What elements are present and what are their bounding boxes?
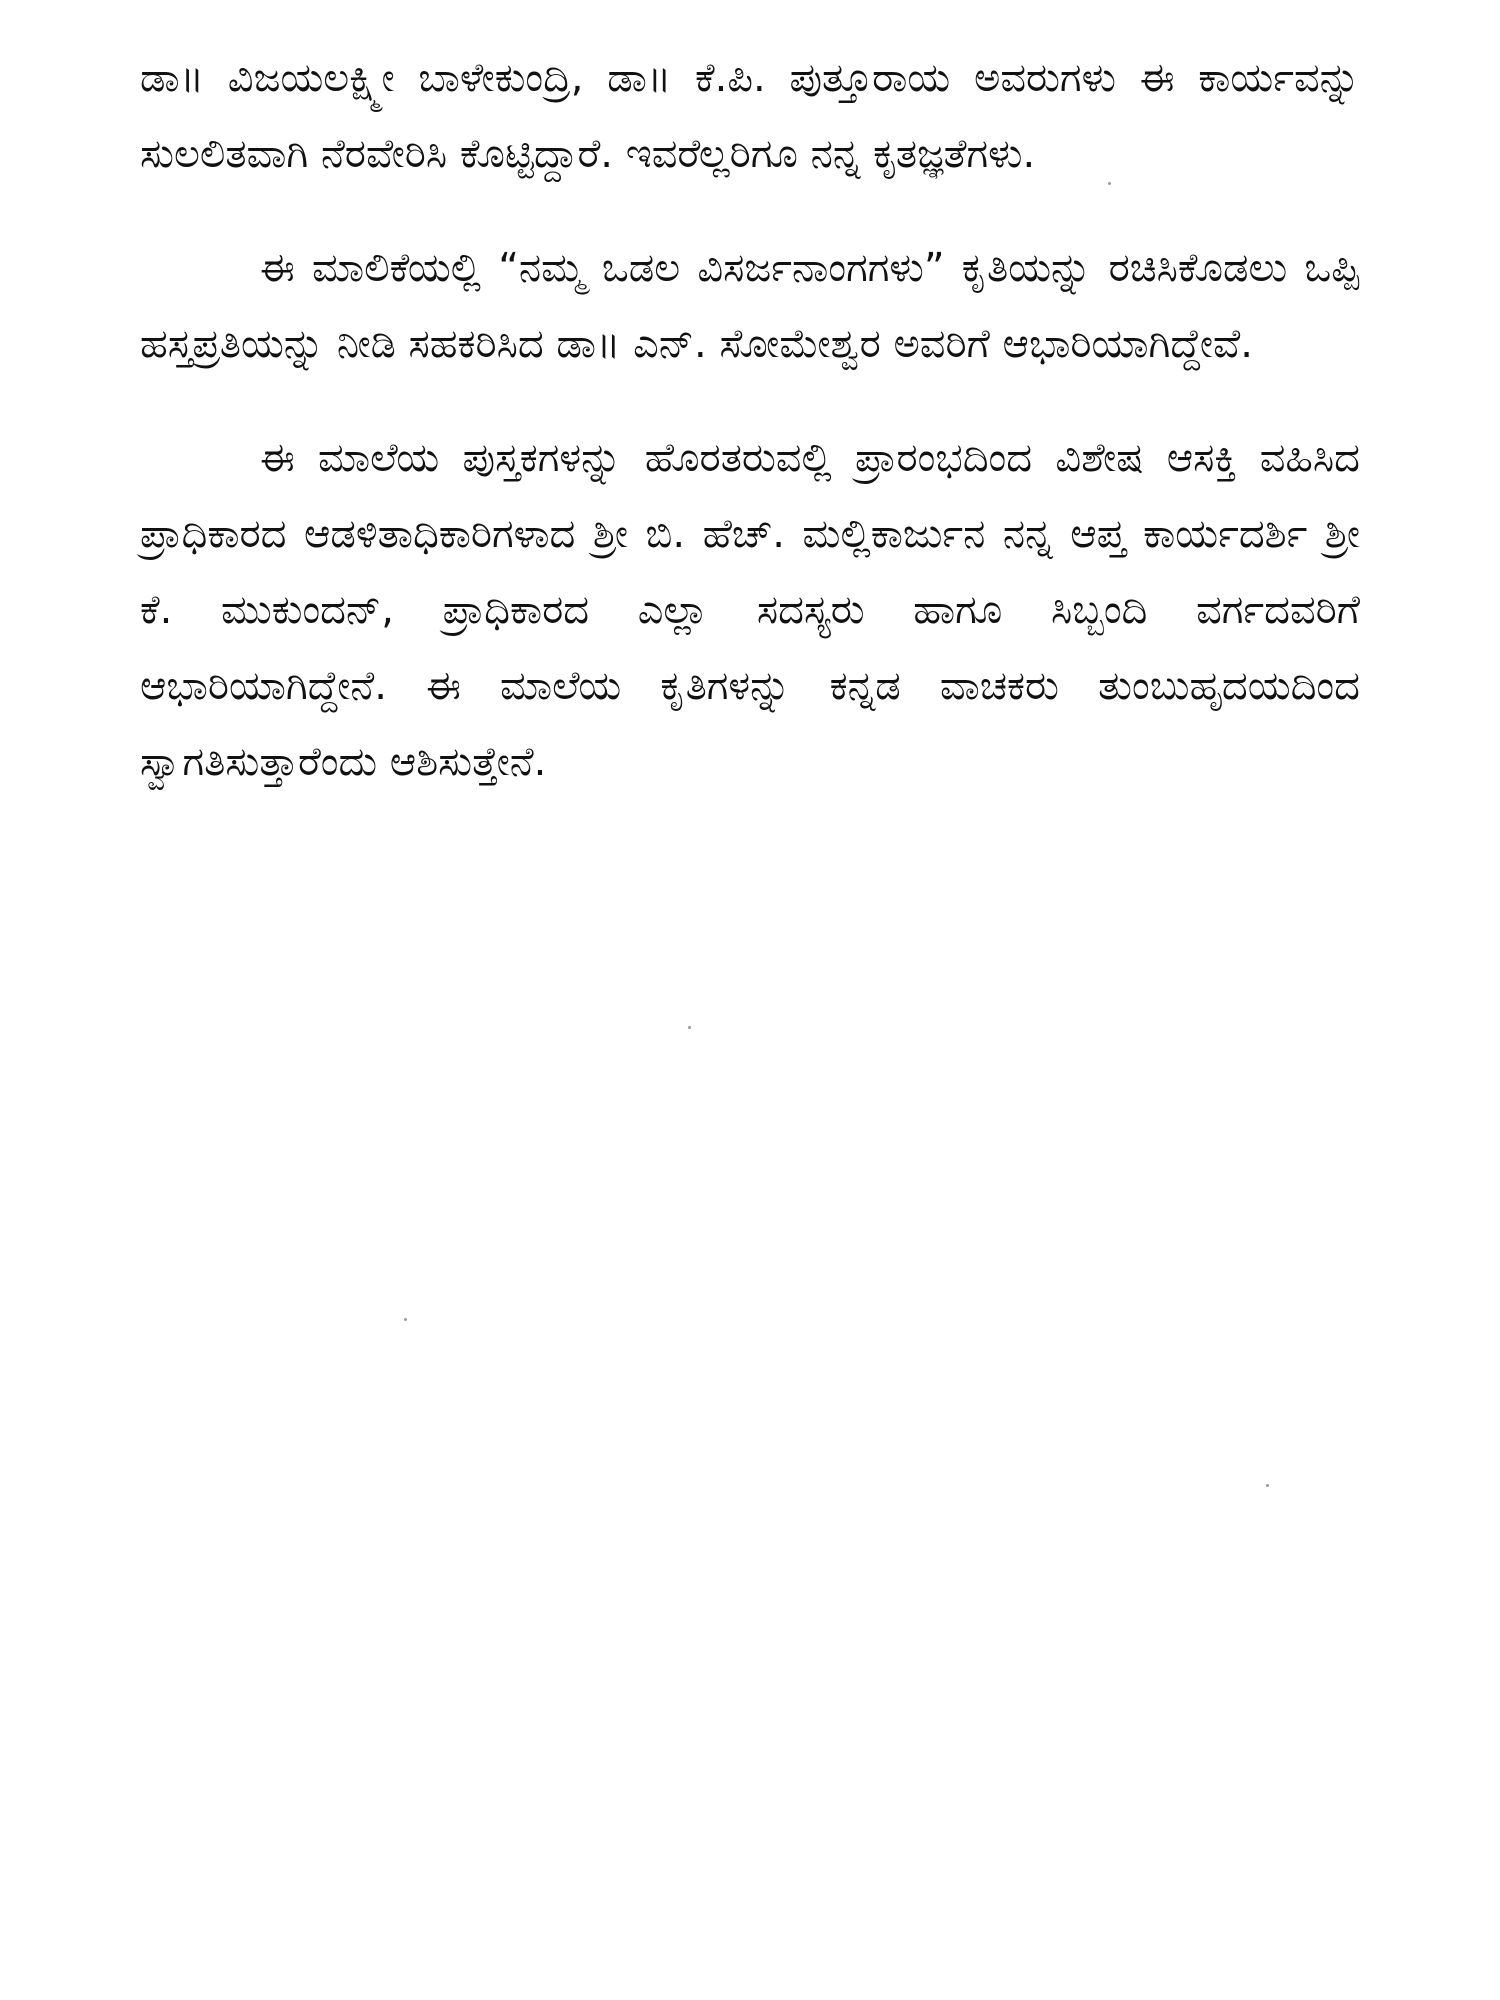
scan-speck bbox=[688, 1026, 691, 1029]
scan-speck bbox=[404, 1318, 407, 1321]
paragraph-acknowledgement-reviewers: ಡಾ॥ ವಿಜಯಲಕ್ಷ್ಮೀ ಬಾಳೇಕುಂದ್ರಿ, ಡಾ॥ ಕೆ.ಪಿ. ಪುತ್ತೂರಾಯ ಅವರುಗಳು ಈ ಕಾರ್ಯವನ್ನು ಸುಲಲಿತವಾಗಿ ನೆರವೇರಿಸಿ ಕೊಟ್ಟಿದ್ದಾರೆ. ಇವರೆಲ್ಲರಿಗೂ ನನ್ನ ಕೃತಜ್ಞತೆಗಳು. bbox=[140, 55, 1360, 177]
scan-speck bbox=[1108, 182, 1111, 185]
body-text bbox=[140, 40, 1360, 838]
scan-speck bbox=[1266, 1484, 1269, 1487]
paragraph-acknowledgement-author: ಈ ಮಾಲಿಕೆಯಲ್ಲಿ “ನಮ್ಮ ಒಡಲ ವಿಸರ್ಜನಾಂಗಗಳು” ಕೃತಿಯನ್ನು ರಚಿಸಿಕೊಡಲು ಒಪ್ಪಿ ಹಸ್ತಪ್ರತಿಯನ್ನು ನೀಡಿ ಸಹಕರಿಸಿದ ಡಾ॥ ಎನ್. ಸೋಮೇಶ್ವರ ಅವರಿಗೆ ಆಭಾರಿಯಾಗಿದ್ದೇವೆ. bbox=[140, 245, 1360, 367]
paragraph-acknowledgement-staff: ಈ ಮಾಲೆಯ ಪುಸ್ತಕಗಳನ್ನು ಹೊರತರುವಲ್ಲಿ ಪ್ರಾರಂಭದಿಂದ ವಿಶೇಷ ಆಸಕ್ತಿ ವಹಿಸಿದ ಪ್ರಾಧಿಕಾರದ ಆಡಳಿತಾಧಿಕಾರಿಗಳಾದ ಶ್ರೀ ಬಿ. ಹೆಚ್. ಮಲ್ಲಿಕಾರ್ಜುನ ನನ್ನ ಆಪ್ತ ಕಾರ್ಯದರ್ಶಿ ಶ್ರೀ ಕೆ. ಮುಕುಂದನ್, ಪ್ರಾಧಿಕಾರದ ಎಲ್ಲಾ ಸದಸ್ಯರು ಹಾಗೂ ಸಿಬ್ಬಂದಿ ವರ್ಗದವರಿಗೆ ಆಭಾರಿಯಾಗಿದ್ದೇನೆ. ಈ ಮಾಲೆಯ ಕೃತಿಗಳನ್ನು ಕನ್ನಡ ವಾಚಕರು ತುಂಬುಹೃದಯದಿಂದ ಸ್ವಾಗತಿಸುತ್ತಾರೆಂದು ಆಶಿಸುತ್ತೇನೆ. bbox=[140, 435, 1360, 785]
